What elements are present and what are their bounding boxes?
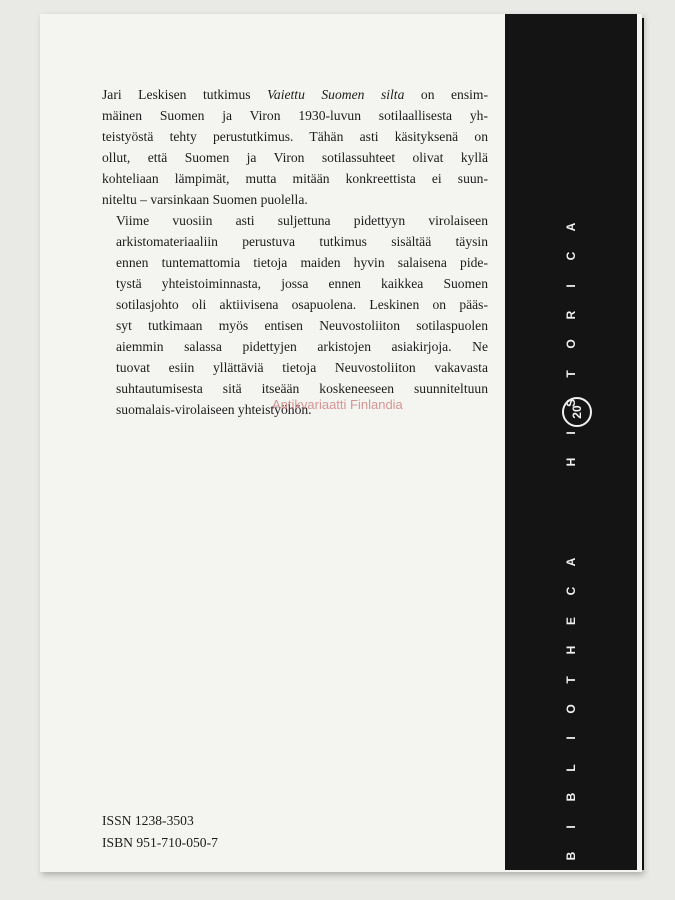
watermark-text: Antikvariaatti Finlandia: [272, 397, 403, 412]
series-letter: S: [564, 399, 578, 408]
series-letter: O: [564, 339, 578, 350]
blurb-line: tystä yhteistoiminnasta, jossa ennen kaikkea Suomen: [116, 276, 488, 291]
blurb-line: arkistomateriaaliin perustuva tutkimus sisältää täysin: [116, 234, 488, 249]
blurb-line: mäinen Suomen ja Viron 1930-luvun sotilaallisesta yh-: [102, 108, 488, 123]
blurb-line: suomalais-virolaiseen yhteistyöhön.: [116, 402, 312, 417]
series-letter: A: [564, 222, 578, 232]
series-letter: I: [564, 736, 578, 741]
isbn-code: ISBN 951-710-050-7: [102, 835, 218, 850]
series-title-vertical: [505, 14, 637, 870]
blurb-paragraph-2: [102, 210, 488, 420]
blurb-line: kohteliaan lämpimät, mutta mitään konkreettista ei suun-: [102, 171, 488, 186]
blurb-line: suhtautumisesta sitä itseään koskeneeseen suunniteltuun: [116, 381, 488, 396]
series-number-badge: 20: [562, 397, 592, 427]
series-letter: T: [564, 370, 578, 378]
blurb-line: teistyöstä tehty perustutkimus. Tähän asti käsityksenä on: [102, 129, 488, 144]
series-letter: I: [564, 283, 578, 288]
blurb-line: syt tutkimaan myös entisen Neuvostoliiton sotilaspuolen: [116, 318, 488, 333]
series-letter: B: [564, 851, 578, 861]
series-letter: O: [564, 704, 578, 714]
identifier-codes: [102, 810, 218, 854]
series-band: [505, 14, 637, 870]
series-letter: R: [564, 310, 578, 320]
blurb-paragraph-1: [102, 84, 488, 210]
blurb-line: Jari Leskisen tutkimus Vaiettu Suomen silta on ensim-: [102, 87, 489, 102]
series-letter: H: [564, 645, 578, 655]
series-letter: L: [564, 764, 578, 772]
series-letter: A: [564, 557, 578, 567]
series-letter: I: [564, 430, 578, 435]
series-letter: H: [564, 457, 578, 467]
blurb-line: Viime vuosiin asti suljettuna pidettyyn virolaiseen: [116, 213, 488, 228]
blurb-line: niteltu – varsinkaan Suomen puolella.: [102, 192, 308, 207]
series-letter: C: [564, 251, 578, 261]
blurb-line: ollut, että Suomen ja Viron sotilassuhteet olivat kyllä: [102, 150, 488, 165]
issn-code: ISSN 1238-3503: [102, 813, 194, 828]
series-letter: E: [564, 616, 578, 625]
blurb-line: tuovat esiin yllättäviä tietoja Neuvostoliiton vakavasta: [116, 360, 488, 375]
blurb-text: [102, 84, 488, 420]
series-letter: B: [564, 792, 578, 802]
blurb-line: aiemmin salassa pidettyjen arkistojen asiakirjoja. Ne: [116, 339, 488, 354]
blurb-line: ennen tuntemattomia tietoja maiden hyvin salaisena pide-: [116, 255, 488, 270]
series-letter: I: [564, 824, 578, 829]
series-letter: T: [564, 675, 578, 684]
series-letter: C: [564, 587, 578, 596]
blurb-line: sotilasjohto oli aktiivisena osapuolena. Leskinen on pääs-: [116, 297, 488, 312]
